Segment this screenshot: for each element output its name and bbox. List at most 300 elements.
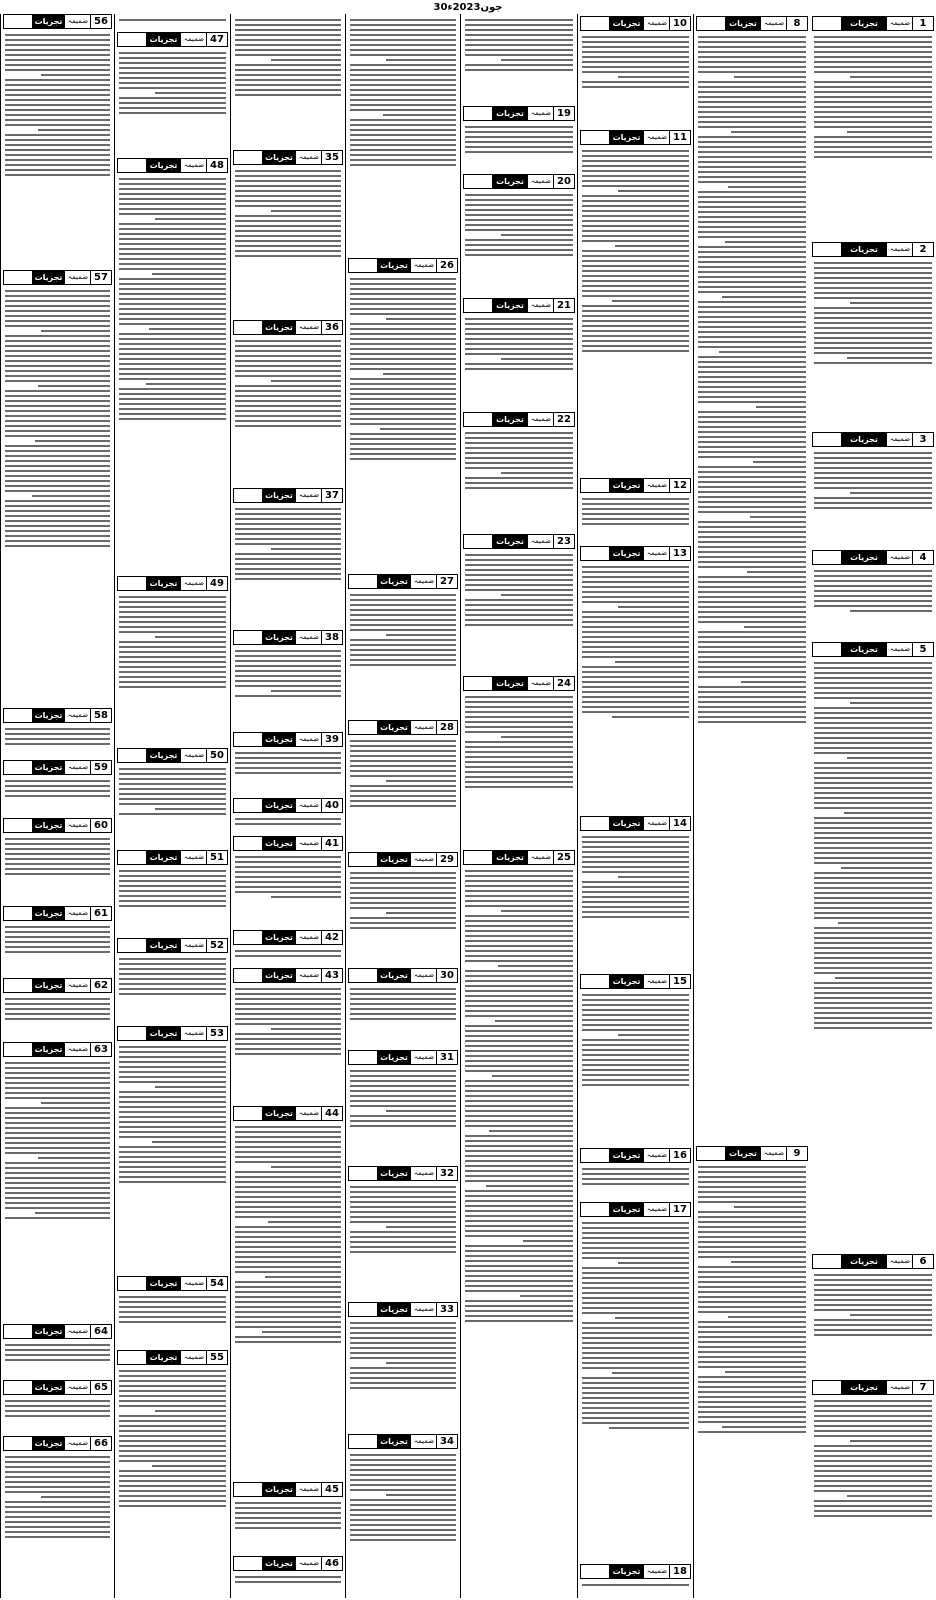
- text-line: [5, 505, 110, 507]
- text-line: [271, 548, 341, 550]
- text-line: [814, 942, 932, 944]
- text-line: [698, 256, 806, 258]
- text-line: [350, 1534, 456, 1536]
- text-line: [814, 857, 932, 859]
- article-number: 33: [436, 1303, 457, 1316]
- text-line: [698, 721, 806, 723]
- text-line: [5, 545, 110, 547]
- text-line: [5, 515, 110, 517]
- text-line: [814, 1304, 932, 1306]
- text-line: [814, 1002, 932, 1004]
- article-label: تجزیات: [492, 299, 528, 312]
- text-line: [271, 210, 341, 212]
- text-line: [465, 462, 573, 464]
- text-line: [465, 1180, 573, 1182]
- article-text-block: [235, 749, 341, 796]
- text-line: [119, 641, 226, 643]
- text-line: [265, 1276, 341, 1278]
- section-label: ضمیمہ: [298, 933, 320, 941]
- text-line: [119, 963, 226, 965]
- text-line: [465, 1125, 573, 1127]
- text-line: [698, 1211, 806, 1213]
- text-line: [814, 782, 932, 784]
- text-line: [235, 680, 341, 682]
- text-line: [5, 1202, 110, 1204]
- article-header-2: [812, 242, 934, 257]
- text-line: [465, 706, 573, 708]
- text-line: [814, 457, 932, 459]
- text-line: [582, 1074, 689, 1076]
- text-line: [731, 1261, 806, 1263]
- text-line: [814, 937, 932, 939]
- text-line: [5, 1461, 110, 1463]
- text-line: [350, 393, 456, 395]
- text-line: [698, 716, 806, 718]
- text-line: [814, 952, 932, 954]
- text-line: [119, 398, 226, 400]
- text-line: [235, 49, 341, 51]
- text-line: [5, 420, 110, 422]
- section-label: ضمیمہ: [530, 415, 552, 423]
- text-line: [350, 159, 456, 161]
- text-line: [119, 621, 226, 623]
- section-label: ضمیمہ: [646, 1151, 668, 1159]
- article-text-block: [582, 1165, 689, 1200]
- text-line: [350, 629, 456, 631]
- article-label: تجزیات: [841, 433, 887, 446]
- text-line: [5, 310, 110, 312]
- text-line: [814, 717, 932, 719]
- article-number: 39: [321, 733, 342, 746]
- text-line: [235, 1266, 341, 1268]
- text-line: [465, 1150, 573, 1152]
- section-label: ضمیمہ: [646, 1567, 668, 1575]
- article-header-50: [117, 748, 228, 763]
- text-line: [814, 1289, 932, 1291]
- text-line: [5, 1486, 110, 1488]
- column-7: [114, 14, 230, 1598]
- text-line: [582, 310, 689, 312]
- text-line: [814, 912, 932, 914]
- text-line: [814, 847, 932, 849]
- article-number: 32: [436, 1167, 457, 1180]
- text-line: [582, 681, 689, 683]
- text-line: [465, 136, 573, 138]
- text-line: [814, 762, 932, 764]
- text-line: [465, 363, 573, 365]
- article-header-11: [580, 130, 691, 145]
- text-line: [814, 797, 932, 799]
- text-line: [5, 445, 110, 447]
- text-line: [119, 1430, 226, 1432]
- text-line: [235, 355, 341, 357]
- text-line: [119, 1375, 226, 1377]
- article-header-36: [233, 320, 343, 335]
- text-line: [698, 216, 806, 218]
- text-line: [386, 1362, 456, 1364]
- text-line: [5, 1082, 110, 1084]
- text-line: [582, 866, 689, 868]
- text-line: [5, 390, 110, 392]
- article-text-block: [582, 833, 689, 972]
- text-line: [235, 533, 341, 535]
- text-line: [501, 234, 573, 236]
- text-line: [465, 432, 573, 434]
- text-line: [698, 1351, 806, 1353]
- text-line: [235, 1306, 341, 1308]
- text-line: [582, 235, 689, 237]
- text-line: [465, 437, 573, 439]
- text-line: [582, 285, 689, 287]
- article-number: 49: [206, 577, 227, 590]
- article-label: تجزیات: [146, 33, 181, 46]
- text-line: [465, 318, 573, 320]
- text-line: [235, 866, 341, 868]
- text-line: [465, 368, 573, 370]
- text-line: [814, 462, 932, 464]
- text-line: [119, 283, 226, 285]
- text-line: [814, 136, 932, 138]
- text-line: [465, 1000, 573, 1002]
- text-line: [582, 1079, 689, 1081]
- text-line: [235, 24, 341, 26]
- article-number: 65: [90, 1381, 111, 1394]
- text-line: [582, 626, 689, 628]
- text-line: [698, 166, 806, 168]
- article-number: 5: [912, 643, 933, 656]
- article-label: تجزیات: [262, 969, 296, 982]
- text-line: [32, 495, 110, 497]
- article-header-17: [580, 1202, 691, 1217]
- text-line: [119, 313, 226, 315]
- article-label: تجزیات: [377, 259, 411, 272]
- text-line: [5, 1177, 110, 1179]
- text-line: [350, 1484, 456, 1486]
- article-text-block: [350, 16, 456, 256]
- article-number: 24: [553, 677, 574, 690]
- article-label: تجزیات: [377, 969, 411, 982]
- text-line: [41, 330, 110, 332]
- text-line: [350, 149, 456, 151]
- text-line: [5, 174, 110, 176]
- text-line: [5, 941, 110, 943]
- text-line: [814, 1329, 932, 1331]
- text-line: [235, 1517, 341, 1519]
- text-line: [350, 1514, 456, 1516]
- text-line: [235, 558, 341, 560]
- text-line: [698, 236, 806, 238]
- article-label: تجزیات: [492, 175, 528, 188]
- text-line: [5, 79, 110, 81]
- text-line: [465, 1305, 573, 1307]
- section-label: ضمیمہ: [67, 909, 89, 917]
- text-line: [698, 551, 806, 553]
- text-line: [582, 706, 689, 708]
- text-line: [698, 1201, 806, 1203]
- text-line: [5, 290, 110, 292]
- text-line: [119, 52, 226, 54]
- text-line: [465, 39, 573, 41]
- text-line: [350, 1120, 456, 1122]
- text-line: [495, 1020, 573, 1022]
- article-text-block: [465, 123, 573, 172]
- article-text-block: [5, 1397, 110, 1434]
- text-line: [350, 892, 456, 894]
- text-line: [350, 408, 456, 410]
- text-line: [350, 363, 456, 365]
- text-line: [350, 288, 456, 290]
- text-line: [814, 667, 932, 669]
- text-line: [465, 1105, 573, 1107]
- text-line: [841, 867, 932, 869]
- text-line: [698, 136, 806, 138]
- text-line: [119, 102, 226, 104]
- text-line: [814, 737, 932, 739]
- article-text-block: [814, 567, 932, 640]
- column-8: [0, 14, 114, 1598]
- article-label: تجزیات: [32, 907, 65, 920]
- text-line: [119, 77, 226, 79]
- text-line: [465, 945, 573, 947]
- article-text-block: [5, 835, 110, 904]
- text-line: [698, 696, 806, 698]
- text-line: [698, 1251, 806, 1253]
- text-line: [271, 896, 341, 898]
- article-label: تجزیات: [32, 819, 65, 832]
- text-line: [119, 1176, 226, 1178]
- text-line: [5, 139, 110, 141]
- text-line: [814, 1309, 932, 1311]
- text-line: [582, 1392, 689, 1394]
- text-line: [386, 1110, 456, 1112]
- text-line: [698, 346, 806, 348]
- section-label: ضمیمہ: [67, 981, 89, 989]
- text-line: [235, 871, 341, 873]
- text-line: [235, 1136, 341, 1138]
- text-line: [814, 982, 932, 984]
- text-line: [350, 1095, 456, 1097]
- article-label: تجزیات: [262, 799, 296, 812]
- text-line: [698, 286, 806, 288]
- article-header-47: [117, 32, 228, 47]
- text-line: [698, 1271, 806, 1273]
- text-line: [5, 998, 110, 1000]
- text-line: [582, 999, 689, 1001]
- article-header-56: [3, 14, 112, 29]
- text-line: [350, 1332, 456, 1334]
- text-line: [698, 691, 806, 693]
- text-line: [814, 707, 932, 709]
- text-line: [5, 1354, 110, 1356]
- article-text-block: [814, 33, 932, 240]
- article-text-block: [5, 1453, 110, 1596]
- article-number: 19: [553, 107, 574, 120]
- text-line: [5, 1491, 110, 1493]
- text-line: [582, 1357, 689, 1359]
- text-line: [5, 1511, 110, 1513]
- text-line: [5, 119, 110, 121]
- text-line: [119, 1385, 226, 1387]
- text-line: [119, 333, 226, 335]
- text-line: [5, 335, 110, 337]
- text-line: [155, 92, 226, 94]
- text-line: [582, 1247, 689, 1249]
- text-line: [814, 1279, 932, 1281]
- text-line: [235, 695, 341, 697]
- article-number: 11: [669, 131, 690, 144]
- text-line: [235, 64, 341, 66]
- article-label: تجزیات: [841, 1381, 887, 1394]
- text-line: [814, 312, 932, 314]
- text-line: [119, 1056, 226, 1058]
- article-label: تجزیات: [32, 15, 65, 28]
- text-line: [119, 978, 226, 980]
- article-label: تجزیات: [146, 1351, 181, 1364]
- text-line: [582, 1049, 689, 1051]
- text-line: [698, 246, 806, 248]
- column-4: [460, 14, 577, 1598]
- article-number: 12: [669, 479, 690, 492]
- text-line: [582, 636, 689, 638]
- text-line: [465, 890, 573, 892]
- text-line: [582, 205, 689, 207]
- text-line: [465, 1135, 573, 1137]
- text-line: [119, 880, 226, 882]
- text-line: [814, 767, 932, 769]
- text-line: [235, 1053, 341, 1055]
- text-line: [465, 452, 573, 454]
- text-line: [5, 480, 110, 482]
- section-label: ضمیمہ: [413, 723, 435, 731]
- text-line: [582, 701, 689, 703]
- text-line: [119, 1425, 226, 1427]
- text-line: [814, 842, 932, 844]
- text-line: [486, 1185, 573, 1187]
- text-line: [119, 1370, 226, 1372]
- text-line: [465, 44, 573, 46]
- text-line: [119, 358, 226, 360]
- text-line: [814, 605, 932, 607]
- text-line: [119, 681, 226, 683]
- text-line: [235, 685, 341, 687]
- section-label: ضمیمہ: [298, 801, 320, 809]
- text-line: [119, 596, 226, 598]
- text-line: [235, 528, 341, 530]
- article-number: 2: [912, 243, 933, 256]
- text-line: [235, 240, 341, 242]
- text-line: [582, 656, 689, 658]
- article-text-block: [119, 765, 226, 848]
- text-line: [5, 350, 110, 352]
- text-line: [582, 841, 689, 843]
- text-line: [465, 1200, 573, 1202]
- text-line: [235, 993, 341, 995]
- article-label: تجزیات: [146, 749, 181, 762]
- text-line: [5, 728, 110, 730]
- text-line: [698, 1421, 806, 1423]
- text-line: [465, 1285, 573, 1287]
- article-header-23: [463, 534, 575, 549]
- text-line: [731, 131, 806, 133]
- text-line: [814, 106, 932, 108]
- text-line: [750, 516, 806, 518]
- article-text-block: [350, 1451, 456, 1596]
- text-line: [814, 1319, 932, 1321]
- text-line: [582, 1009, 689, 1011]
- text-line: [814, 1284, 932, 1286]
- text-line: [271, 1166, 341, 1168]
- text-line: [814, 507, 932, 509]
- text-line: [698, 666, 806, 668]
- text-line: [5, 1531, 110, 1533]
- text-line: [119, 248, 226, 250]
- text-line: [235, 19, 341, 21]
- text-line: [119, 1435, 226, 1437]
- text-line: [350, 1201, 456, 1203]
- text-line: [814, 992, 932, 994]
- text-line: [698, 81, 806, 83]
- text-line: [582, 711, 689, 713]
- section-label: ضمیمہ: [646, 19, 668, 27]
- text-line: [235, 44, 341, 46]
- text-line: [5, 1167, 110, 1169]
- text-line: [41, 1102, 110, 1104]
- article-label: تجزیات: [262, 1557, 296, 1570]
- text-line: [465, 323, 573, 325]
- article-label: تجزیات: [492, 535, 528, 548]
- text-line: [465, 214, 573, 216]
- text-line: [350, 614, 456, 616]
- text-line: [698, 206, 806, 208]
- text-line: [235, 175, 341, 177]
- text-line: [698, 341, 806, 343]
- section-label: ضمیمہ: [67, 1383, 89, 1391]
- text-line: [698, 1406, 806, 1408]
- text-line: [350, 1377, 456, 1379]
- text-line: [465, 721, 573, 723]
- text-line: [814, 897, 932, 899]
- text-line: [850, 702, 932, 704]
- text-line: [465, 1250, 573, 1252]
- text-line: [119, 993, 226, 995]
- text-line: [235, 1141, 341, 1143]
- article-text-block: [698, 33, 806, 1144]
- text-line: [119, 1470, 226, 1472]
- text-line: [814, 570, 932, 572]
- text-line: [698, 126, 806, 128]
- text-line: [5, 1162, 110, 1164]
- text-line: [350, 1524, 456, 1526]
- text-line: [814, 887, 932, 889]
- text-line: [235, 543, 341, 545]
- text-line: [582, 1302, 689, 1304]
- text-line: [465, 1140, 573, 1142]
- text-line: [814, 1274, 932, 1276]
- section-label: ضمیمہ: [298, 633, 320, 641]
- text-line: [465, 726, 573, 728]
- text-line: [235, 518, 341, 520]
- text-line: [465, 589, 573, 591]
- text-line: [235, 395, 341, 397]
- text-line: [119, 393, 226, 395]
- text-line: [152, 273, 226, 275]
- text-line: [5, 868, 110, 870]
- text-line: [698, 261, 806, 263]
- text-line: [5, 1097, 110, 1099]
- text-line: [814, 802, 932, 804]
- text-line: [5, 134, 110, 136]
- text-line: [5, 848, 110, 850]
